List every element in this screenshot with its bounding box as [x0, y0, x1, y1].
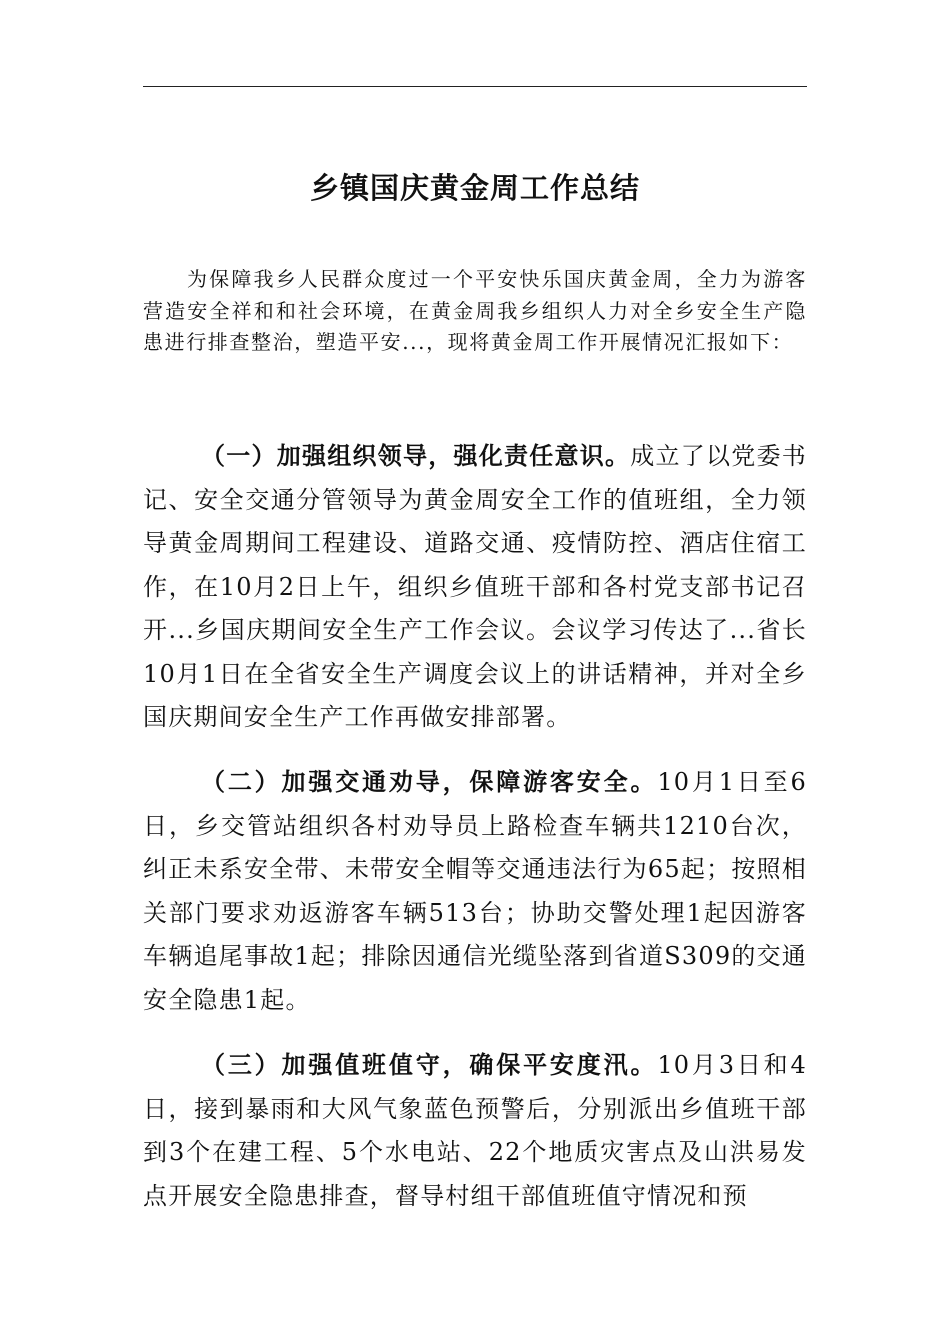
section-heading-1: （一）加强组织领导，强化责任意识。: [201, 441, 631, 470]
section-heading-3: （三）加强值班值守，确保平安度汛。: [201, 1050, 658, 1079]
intro-paragraph: 为保障我乡人民群众度过一个平安快乐国庆黄金周，全力为游客营造安全祥和和社会环境，在黄金周我乡组织人力对全乡安全生产隐患进行排查整治，塑造平安...，现将黄金周工作开展情况汇报如下：: [143, 267, 807, 354]
section-paragraph-3: [143, 1043, 807, 1218]
section-body-2: 10月1日至6日，乡交管站组织各村劝导员上路检查车辆共1210台次，纠正未系安全带、未带安全帽等交通违法行为65起；按照相关部门要求劝返游客车辆513台；协助交警处理1起因游客车辆追尾事故1起；排除因通信光缆坠落到省道S309的交通安全隐患1起。: [143, 768, 807, 1014]
section-paragraph-1: [143, 434, 807, 740]
header-rule: [143, 86, 807, 87]
section-body-3: 10月3日和4日，接到暴雨和大风气象蓝色预警后，分别派出乡值班干部到3个在建工程、5个水电站、22个地质灾害点及山洪易发点开展安全隐患排查，督导村组干部值班值守情况和预: [143, 1051, 807, 1210]
section-paragraph-2: [143, 760, 807, 1022]
section-heading-2: （二）加强交通劝导，保障游客安全。: [201, 767, 658, 796]
section-body-1: 成立了以党委书记、安全交通分管领导为黄金周安全工作的值班组，全力领导黄金周期间工程建设、道路交通、疫情防控、酒店住宿工作，在10月2日上午，组织乡值班干部和各村党支部书记召开...乡国庆期间安全生产工作会议。会议学习传达了...省长10月1日在全省安全生产调度会议上的讲话精神，并对全乡国庆期间安全生产工作再做安排部署。: [143, 442, 807, 731]
document-title: 乡镇国庆黄金周工作总结: [309, 171, 640, 205]
